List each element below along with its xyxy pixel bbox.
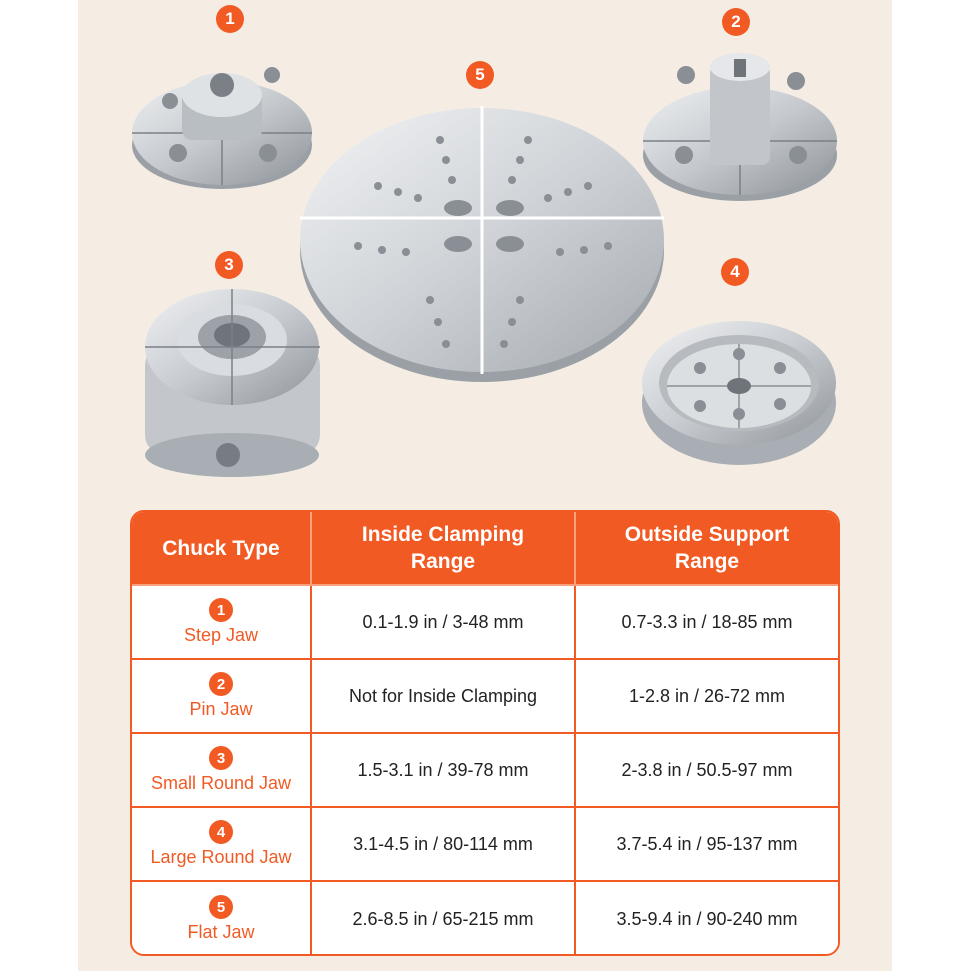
chuck-type-cell bbox=[132, 586, 312, 660]
table-row bbox=[132, 882, 838, 956]
row-number-badge: 2 bbox=[209, 672, 233, 696]
header-outside-support bbox=[576, 512, 838, 586]
row-number-badge: 3 bbox=[209, 746, 233, 770]
chuck-type-name: Pin Jaw bbox=[189, 699, 253, 719]
product-badge-3: 3 bbox=[215, 251, 243, 279]
header-outside-line1: Outside Support bbox=[624, 523, 790, 546]
row-number-badge: 4 bbox=[209, 820, 233, 844]
table-row bbox=[132, 808, 838, 882]
header-inside-clamping bbox=[312, 512, 576, 586]
pin-jaw-chuck-image bbox=[640, 45, 840, 205]
product-badge-1: 1 bbox=[216, 5, 244, 33]
chuck-type-cell bbox=[132, 882, 312, 956]
row-number-badge: 1 bbox=[209, 598, 233, 622]
row-number-badge: 5 bbox=[209, 895, 233, 919]
inside-range-cell: 2.6-8.5 in / 65-215 mm bbox=[312, 882, 576, 956]
outside-range-cell: 0.7-3.3 in / 18-85 mm bbox=[576, 586, 838, 660]
table-row bbox=[132, 586, 838, 660]
table-row bbox=[132, 660, 838, 734]
chuck-type-name: Small Round Jaw bbox=[150, 773, 292, 793]
chuck-type-cell bbox=[132, 660, 312, 734]
inside-range-cell: 3.1-4.5 in / 80-114 mm bbox=[312, 808, 576, 882]
chuck-type-name: Large Round Jaw bbox=[150, 847, 292, 867]
flat-jaw-plate-image bbox=[298, 100, 666, 385]
product-badge-2: 2 bbox=[722, 8, 750, 36]
chuck-type-cell bbox=[132, 808, 312, 882]
step-jaw-chuck-image bbox=[130, 45, 315, 195]
outside-range-cell: 2-3.8 in / 50.5-97 mm bbox=[576, 734, 838, 808]
table-header-row bbox=[132, 512, 838, 586]
outside-range-cell: 1-2.8 in / 26-72 mm bbox=[576, 660, 838, 734]
header-inside-line1: Inside Clamping bbox=[361, 523, 525, 546]
header-outside-line2: Range bbox=[674, 550, 740, 573]
table-row bbox=[132, 734, 838, 808]
outside-range-cell: 3.7-5.4 in / 95-137 mm bbox=[576, 808, 838, 882]
chuck-type-cell bbox=[132, 734, 312, 808]
header-chuck-type: Chuck Type bbox=[132, 512, 312, 586]
product-badge-5: 5 bbox=[466, 61, 494, 89]
header-inside-line2: Range bbox=[410, 550, 476, 573]
outside-range-cell: 3.5-9.4 in / 90-240 mm bbox=[616, 908, 798, 929]
inside-range-cell: 1.5-3.1 in / 39-78 mm bbox=[312, 734, 576, 808]
small-round-jaw-chuck-image bbox=[140, 285, 325, 480]
inside-range-cell: Not for Inside Clamping bbox=[312, 660, 576, 734]
inside-range-cell: 0.1-1.9 in / 3-48 mm bbox=[312, 586, 576, 660]
chuck-range-table bbox=[130, 510, 840, 956]
chuck-type-name: Flat Jaw bbox=[187, 922, 255, 942]
chuck-type-name: Step Jaw bbox=[183, 625, 259, 645]
large-round-jaw-chuck-image bbox=[640, 298, 838, 468]
product-badge-4: 4 bbox=[721, 258, 749, 286]
